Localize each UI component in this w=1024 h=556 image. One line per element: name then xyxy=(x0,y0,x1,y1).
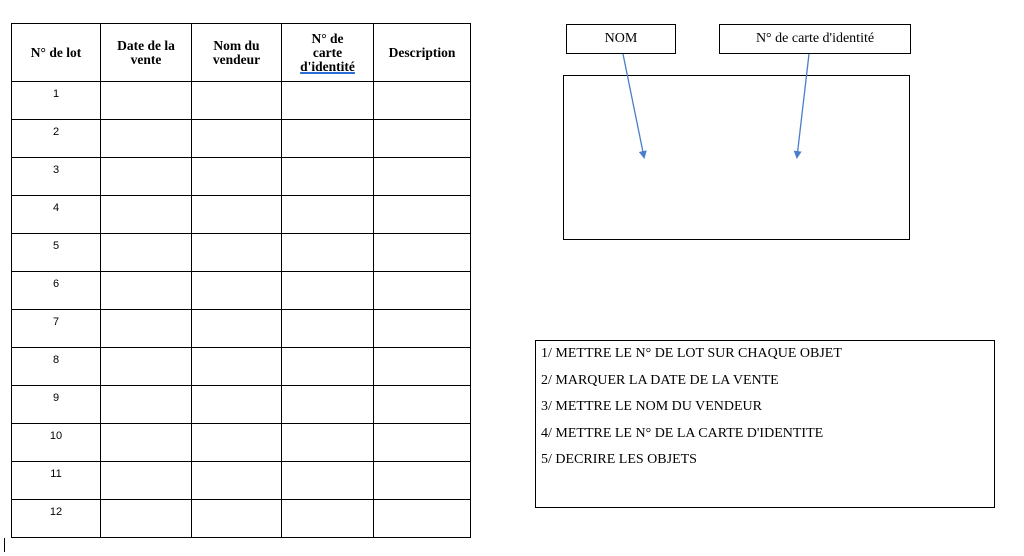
header-description: Description xyxy=(374,24,471,82)
instruction-item: 2/ MARQUER LA DATE DE LA VENTE xyxy=(541,372,779,388)
header-carte-line2: carte xyxy=(312,44,343,60)
table-row xyxy=(12,158,471,196)
nom-cell[interactable] xyxy=(192,272,282,310)
instructions-box xyxy=(535,340,995,508)
description-cell[interactable] xyxy=(374,462,471,500)
carte-cell[interactable] xyxy=(282,82,374,120)
nom-cell[interactable] xyxy=(192,158,282,196)
table-row xyxy=(12,272,471,310)
table-header-row xyxy=(12,24,471,82)
description-cell[interactable] xyxy=(374,196,471,234)
lot-number-cell: 8 xyxy=(12,348,101,386)
description-cell[interactable] xyxy=(374,500,471,538)
lot-number-cell: 5 xyxy=(12,234,101,272)
date-cell[interactable] xyxy=(101,348,192,386)
date-cell[interactable] xyxy=(101,462,192,500)
nom-cell[interactable] xyxy=(192,424,282,462)
instruction-item: 3/ METTRE LE NOM DU VENDEUR xyxy=(541,399,763,414)
instruction-item: 1/ METTRE LE N° DE LOT SUR CHAQUE OBJET xyxy=(541,346,842,361)
table-row xyxy=(12,196,471,234)
nom-cell[interactable] xyxy=(192,386,282,424)
header-carte-line1: N° de xyxy=(311,30,344,46)
table-row xyxy=(12,500,471,538)
label-carte: N° de carte d'identité xyxy=(719,24,911,54)
nom-cell[interactable] xyxy=(192,234,282,272)
header-date-line2: vente xyxy=(130,51,162,67)
description-cell[interactable] xyxy=(374,234,471,272)
carte-cell[interactable] xyxy=(282,158,374,196)
table-row xyxy=(12,234,471,272)
header-carte xyxy=(282,24,374,82)
carte-cell[interactable] xyxy=(282,348,374,386)
instruction-item: 5/ DECRIRE LES OBJETS xyxy=(541,452,697,467)
carte-cell[interactable] xyxy=(282,234,374,272)
lot-number-cell: 7 xyxy=(12,310,101,348)
header-nom xyxy=(192,24,282,82)
description-cell[interactable] xyxy=(374,386,471,424)
date-cell[interactable] xyxy=(101,120,192,158)
label-nom: NOM xyxy=(566,24,676,54)
description-cell[interactable] xyxy=(374,82,471,120)
description-cell[interactable] xyxy=(374,348,471,386)
date-cell[interactable] xyxy=(101,82,192,120)
date-cell[interactable] xyxy=(101,234,192,272)
nom-cell[interactable] xyxy=(192,310,282,348)
table-row xyxy=(12,120,471,158)
description-cell[interactable] xyxy=(374,310,471,348)
carte-cell[interactable] xyxy=(282,424,374,462)
date-cell[interactable] xyxy=(101,196,192,234)
table-row xyxy=(12,424,471,462)
header-date-line1: Date de la xyxy=(117,37,175,53)
carte-cell[interactable] xyxy=(282,500,374,538)
lot-number-cell: 9 xyxy=(12,386,101,424)
carte-cell[interactable] xyxy=(282,386,374,424)
id-card-box xyxy=(563,75,910,240)
carte-cell[interactable] xyxy=(282,462,374,500)
lot-number-cell: 1 xyxy=(12,82,101,120)
date-cell[interactable] xyxy=(101,158,192,196)
table-body xyxy=(12,82,471,538)
lot-number-cell: 3 xyxy=(12,158,101,196)
description-cell[interactable] xyxy=(374,424,471,462)
table-row xyxy=(12,310,471,348)
description-cell[interactable] xyxy=(374,158,471,196)
date-cell[interactable] xyxy=(101,272,192,310)
header-lot: N° de lot xyxy=(12,24,101,82)
lot-number-cell: 12 xyxy=(12,500,101,538)
nom-cell[interactable] xyxy=(192,500,282,538)
table-row xyxy=(12,386,471,424)
text-cursor xyxy=(4,538,5,552)
table-row xyxy=(12,348,471,386)
lot-number-cell: 6 xyxy=(12,272,101,310)
header-carte-line3: d'identité xyxy=(300,58,355,74)
header-date xyxy=(101,24,192,82)
description-cell[interactable] xyxy=(374,272,471,310)
nom-cell[interactable] xyxy=(192,120,282,158)
carte-cell[interactable] xyxy=(282,196,374,234)
lot-number-cell: 2 xyxy=(12,120,101,158)
lot-number-cell: 11 xyxy=(12,462,101,500)
instruction-item: 4/ METTRE LE N° DE LA CARTE D'IDENTITE xyxy=(541,425,824,441)
lot-table xyxy=(11,23,471,538)
carte-cell[interactable] xyxy=(282,272,374,310)
carte-cell[interactable] xyxy=(282,120,374,158)
nom-cell[interactable] xyxy=(192,82,282,120)
description-cell[interactable] xyxy=(374,120,471,158)
lot-number-cell: 10 xyxy=(12,424,101,462)
nom-cell[interactable] xyxy=(192,348,282,386)
nom-cell[interactable] xyxy=(192,462,282,500)
table-row xyxy=(12,462,471,500)
date-cell[interactable] xyxy=(101,310,192,348)
carte-cell[interactable] xyxy=(282,310,374,348)
date-cell[interactable] xyxy=(101,424,192,462)
header-nom-line1: Nom du xyxy=(213,37,260,53)
table-row xyxy=(12,82,471,120)
date-cell[interactable] xyxy=(101,386,192,424)
date-cell[interactable] xyxy=(101,500,192,538)
nom-cell[interactable] xyxy=(192,196,282,234)
lot-number-cell: 4 xyxy=(12,196,101,234)
header-nom-line2: vendeur xyxy=(212,51,261,67)
